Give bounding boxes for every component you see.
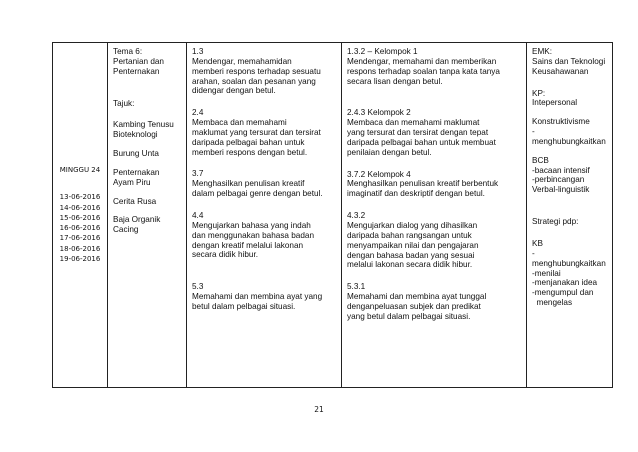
objective-block — [347, 108, 522, 157]
text-line: daripada bahan rangsangan untuk — [347, 230, 472, 240]
text-line: Penternakan — [113, 66, 160, 76]
text-line: yang tersurat dan tersirat dengan tepat — [347, 128, 489, 138]
text-line: daripada pelbagai bahan untuk — [192, 137, 305, 147]
week-label: MINGGU 24 — [59, 166, 101, 175]
text-line: menyampaikan nilai dan pengajaran — [347, 240, 479, 250]
text-line: Membaca dan memahami maklumat — [347, 118, 480, 128]
standard-block — [192, 282, 337, 312]
text-line: -menilai — [532, 268, 561, 278]
text-line: Baja Organik — [113, 215, 161, 225]
text-line: betul dalam pelbagai situasi. — [192, 301, 296, 311]
standard-code: 2.4 — [192, 108, 204, 118]
text-line: maklumat yang tersurat dan tersirat — [192, 127, 321, 137]
text-line: KB — [532, 238, 543, 248]
text-line: -bacaan intensif — [532, 165, 590, 175]
text-line: -menghubungkaitkan — [532, 127, 606, 146]
text-line: Memahami dan membina ayat tunggal — [347, 292, 487, 302]
standard-block — [192, 211, 337, 260]
text-line: Membaca dan memahami — [192, 118, 287, 128]
date-item: 18-06-2016 — [59, 244, 101, 253]
text-line: dalam pelbagai genre dengan betul. — [192, 189, 323, 199]
text-line: Mengujarkan dialog yang dihasilkan — [347, 220, 478, 230]
text-line: Keusahawanan — [532, 66, 589, 76]
objective-block — [347, 211, 522, 270]
objective-code: 2.4.3 Kelompok 2 — [347, 108, 411, 118]
date-item: 14-06-2016 — [59, 203, 101, 212]
topic-item — [113, 120, 182, 140]
objective-code: 4.3.2 — [347, 211, 366, 221]
text-line: daripada pelbagai bahan untuk membuat — [347, 137, 496, 147]
text-line: Memahami dan membina ayat yang — [192, 292, 323, 302]
text-line: Ayam Piru — [113, 177, 151, 187]
text-line: Mendengar, memahami dan memberikan — [347, 56, 497, 66]
text-line: secara didik hibur. — [192, 250, 258, 260]
topic-item — [113, 197, 182, 207]
date-item: 16-06-2016 — [59, 224, 101, 233]
page-number: 21 — [314, 405, 324, 414]
topic-item — [113, 215, 182, 235]
kb-block — [532, 239, 608, 308]
text-line: -menjanakan idea — [532, 278, 598, 288]
standards-cell — [187, 43, 342, 388]
table-row — [53, 43, 613, 388]
text-line: -menghubungkaitkan — [532, 248, 606, 268]
objective-block — [347, 170, 522, 200]
text-line: yang betul dalam pelbagai situasi. — [347, 311, 471, 321]
objective-code: 3.7.2 Kelompok 4 — [347, 169, 411, 179]
date-item: 15-06-2016 — [59, 213, 101, 222]
text-line: secara lisan dengan betul. — [347, 76, 443, 86]
strategi-label: Strategi pdp: — [532, 217, 579, 227]
standard-code: 4.4 — [192, 210, 204, 220]
tajuk-label: Tajuk: — [113, 98, 135, 108]
text-line: Menghasilkan penulisan kreatif berbentuk — [347, 179, 499, 189]
konstruktivisme-block — [532, 117, 608, 147]
standard-code: 1.3 — [192, 47, 204, 56]
emk-block — [532, 47, 608, 77]
theme-title — [113, 47, 182, 77]
text-line: dengan bahasa badan yang sesuai — [347, 250, 475, 260]
text-line: Menghasilkan penulisan kreatif — [192, 179, 305, 189]
text-line: Tema 6: — [113, 47, 143, 56]
standard-block — [192, 47, 337, 96]
text-line: memberi respons dengan betul. — [192, 147, 308, 157]
notes-cell — [527, 43, 613, 388]
kp-block — [532, 89, 608, 109]
date-item: 17-06-2016 — [59, 234, 101, 243]
standard-code: 5.3 — [192, 282, 204, 292]
date-item: 19-06-2016 — [59, 254, 101, 263]
text-line: didengar dengan betul. — [192, 86, 276, 96]
text-line: dan menggunakan bahasa badan — [192, 230, 315, 240]
text-line: Sains dan Teknologi — [532, 56, 606, 66]
standard-block — [192, 108, 337, 157]
topic-item — [113, 149, 182, 159]
text-line: EMK: — [532, 47, 553, 56]
text-line: Verbal-linguistik — [532, 185, 590, 195]
text-line: imaginatif dan deskriptif dengan betul. — [347, 189, 485, 199]
text-line: penilaian dengan betul. — [347, 147, 432, 157]
text-line: melalui lakonan secara didik hibur. — [347, 260, 473, 270]
date-item: 13-06-2016 — [59, 193, 101, 202]
standard-block — [192, 169, 337, 199]
text-line: Mengujarkan bahasa yang indah — [192, 220, 311, 230]
objective-block — [347, 282, 522, 321]
text-line: Pertanian dan — [113, 56, 164, 66]
text-line: respons terhadap soalan tanpa kata tanya — [347, 66, 500, 76]
text-line: Intepersonal — [532, 98, 578, 108]
lesson-plan-table — [52, 42, 613, 388]
text-line: Penternakan — [113, 167, 160, 177]
text-line: arahan, soalan dan pesanan yang — [192, 76, 316, 86]
objectives-cell — [342, 43, 527, 388]
text-line: KP: — [532, 88, 546, 98]
text-line: Mendengar, memahamidan — [192, 56, 292, 66]
objective-code: 5.3.1 — [347, 282, 366, 292]
objective-block — [347, 47, 522, 86]
text-line: Burung Unta — [113, 149, 159, 159]
text-line: Konstruktivisme — [532, 117, 590, 127]
text-line: Cacing — [113, 225, 139, 235]
text-line: denganpeluasan subjek dan predikat — [347, 301, 481, 311]
text-line: dengan kreatif melalui lakonan — [192, 240, 304, 250]
text-line: Bioteknologi — [113, 130, 158, 140]
text-line: Cerita Rusa — [113, 196, 157, 206]
standard-code: 3.7 — [192, 169, 204, 179]
topic-item — [113, 168, 182, 188]
text-line: mengelas — [532, 298, 573, 308]
text-line: BCB — [532, 155, 549, 165]
bcb-block — [532, 156, 608, 195]
text-line: Kambing Tenusu — [113, 120, 174, 130]
text-line: -perbincangan — [532, 175, 585, 185]
theme-cell — [108, 43, 187, 388]
objective-code: 1.3.2 – Kelompok 1 — [347, 47, 418, 56]
week-cell — [53, 43, 108, 388]
text-line: memberi respons terhadap sesuatu — [192, 66, 321, 76]
text-line: -mengumpul dan — [532, 288, 594, 298]
week-dates — [53, 192, 107, 263]
